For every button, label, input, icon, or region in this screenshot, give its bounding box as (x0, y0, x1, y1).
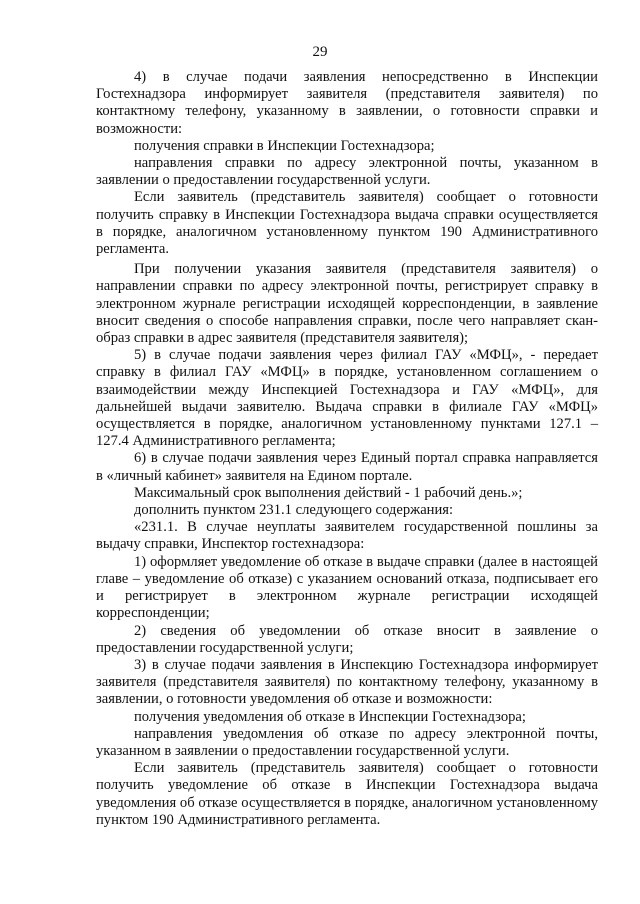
paragraph-item-5: 5) в случае подачи заявления через филиал ГАУ «МФЦ», - передает справку в филиал ГАУ «МФЦ» в порядке, установленном соглашением о взаимодействии между Инспекцией Гостехнадзора и ГАУ «МФЦ», для дальнейшей выдачи заявителю. Выдача справки в филиале ГАУ «МФЦ» осуществляется в порядке, аналогичном установленному пунктами 127.1 – 127.4 Административного регламента; (96, 347, 598, 450)
document-body (96, 69, 598, 829)
paragraph-refusal-by-email: направления уведомления об отказе по адресу электронной почты, указанном в заявлении о предоставлении государственной услуги. (96, 725, 598, 759)
paragraph-receive-at-inspection: получения справки в Инспекции Гостехнадзора; (134, 137, 435, 154)
paragraph-add-clause: дополнить пунктом 231.1 следующего содержания: (134, 502, 454, 519)
paragraph-subitem-3: 3) в случае подачи заявления в Инспекцию Гостехнадзора информирует заявителя (представителя заявителя) по контактному телефону, указанному в заявлении, о готовности уведомления об отказе и возможности: (96, 656, 598, 708)
paragraph-subitem-2: 2) сведения об уведомлении об отказе вносит в заявление о предоставлении государственной услуги; (96, 622, 598, 656)
paragraph-item-4: 4) в случае подачи заявления непосредственно в Инспекции Гостехнадзора информирует заявителя (представителя заявителя) по контактному телефону, указанному в заявлении, о готовности справки и возможности: (96, 69, 598, 137)
paragraph-refusal-at-inspection: получения уведомления об отказе в Инспекции Гостехнадзора; (134, 708, 526, 725)
paragraph-max-term: Максимальный срок выполнения действий - 1 рабочий день.»; (134, 484, 523, 501)
paragraph-subitem-1: 1) оформляет уведомление об отказе в выдаче справки (далее в настоящей главе – уведомление об отказе) с указанием оснований отказа, подписывает его и регистрирует в электронном журнале регистрации исходящей корреспонденции; (96, 553, 598, 622)
paragraph-refusal-ready: Если заявитель (представитель заявителя) сообщает о готовности получить уведомление об отказе в Инспекции Гостехнадзора выдача уведомления об отказе осуществляется в порядке, аналогичном установленному пунктом 190 Административного регламента. (96, 760, 598, 828)
paragraph-item-6: 6) в случае подачи заявления через Единый портал справка направляется в «личный кабинет» заявителя на Едином портале. (96, 450, 598, 484)
page-number: 29 (312, 44, 328, 60)
paragraph-email-instruction: При получении указания заявителя (представителя заявителя) о направлении справки по адресу электронной почты, регистрирует справку в электронном журнале регистрации исходящей корреспонденции, в заявление вносит сведения о способе направления справки, после чего направляет скан-образ справки в адрес заявителя (представителя заявителя); (96, 261, 598, 347)
paragraph-ready-to-receive: Если заявитель (представитель заявителя) сообщает о готовности получить справку в Инспекции Гостехнадзора выдача справки осуществляется в порядке, аналогичном установленному пунктом 190 Административного регламента. (96, 189, 598, 258)
paragraph-clause-231-1: «231.1. В случае неуплаты заявителем государственной пошлины за выдачу справки, Инспектор гостехнадзора: (96, 519, 598, 553)
paragraph-send-by-email: направления справки по адресу электронной почты, указанном в заявлении о предоставлении государственной услуги. (96, 155, 598, 189)
